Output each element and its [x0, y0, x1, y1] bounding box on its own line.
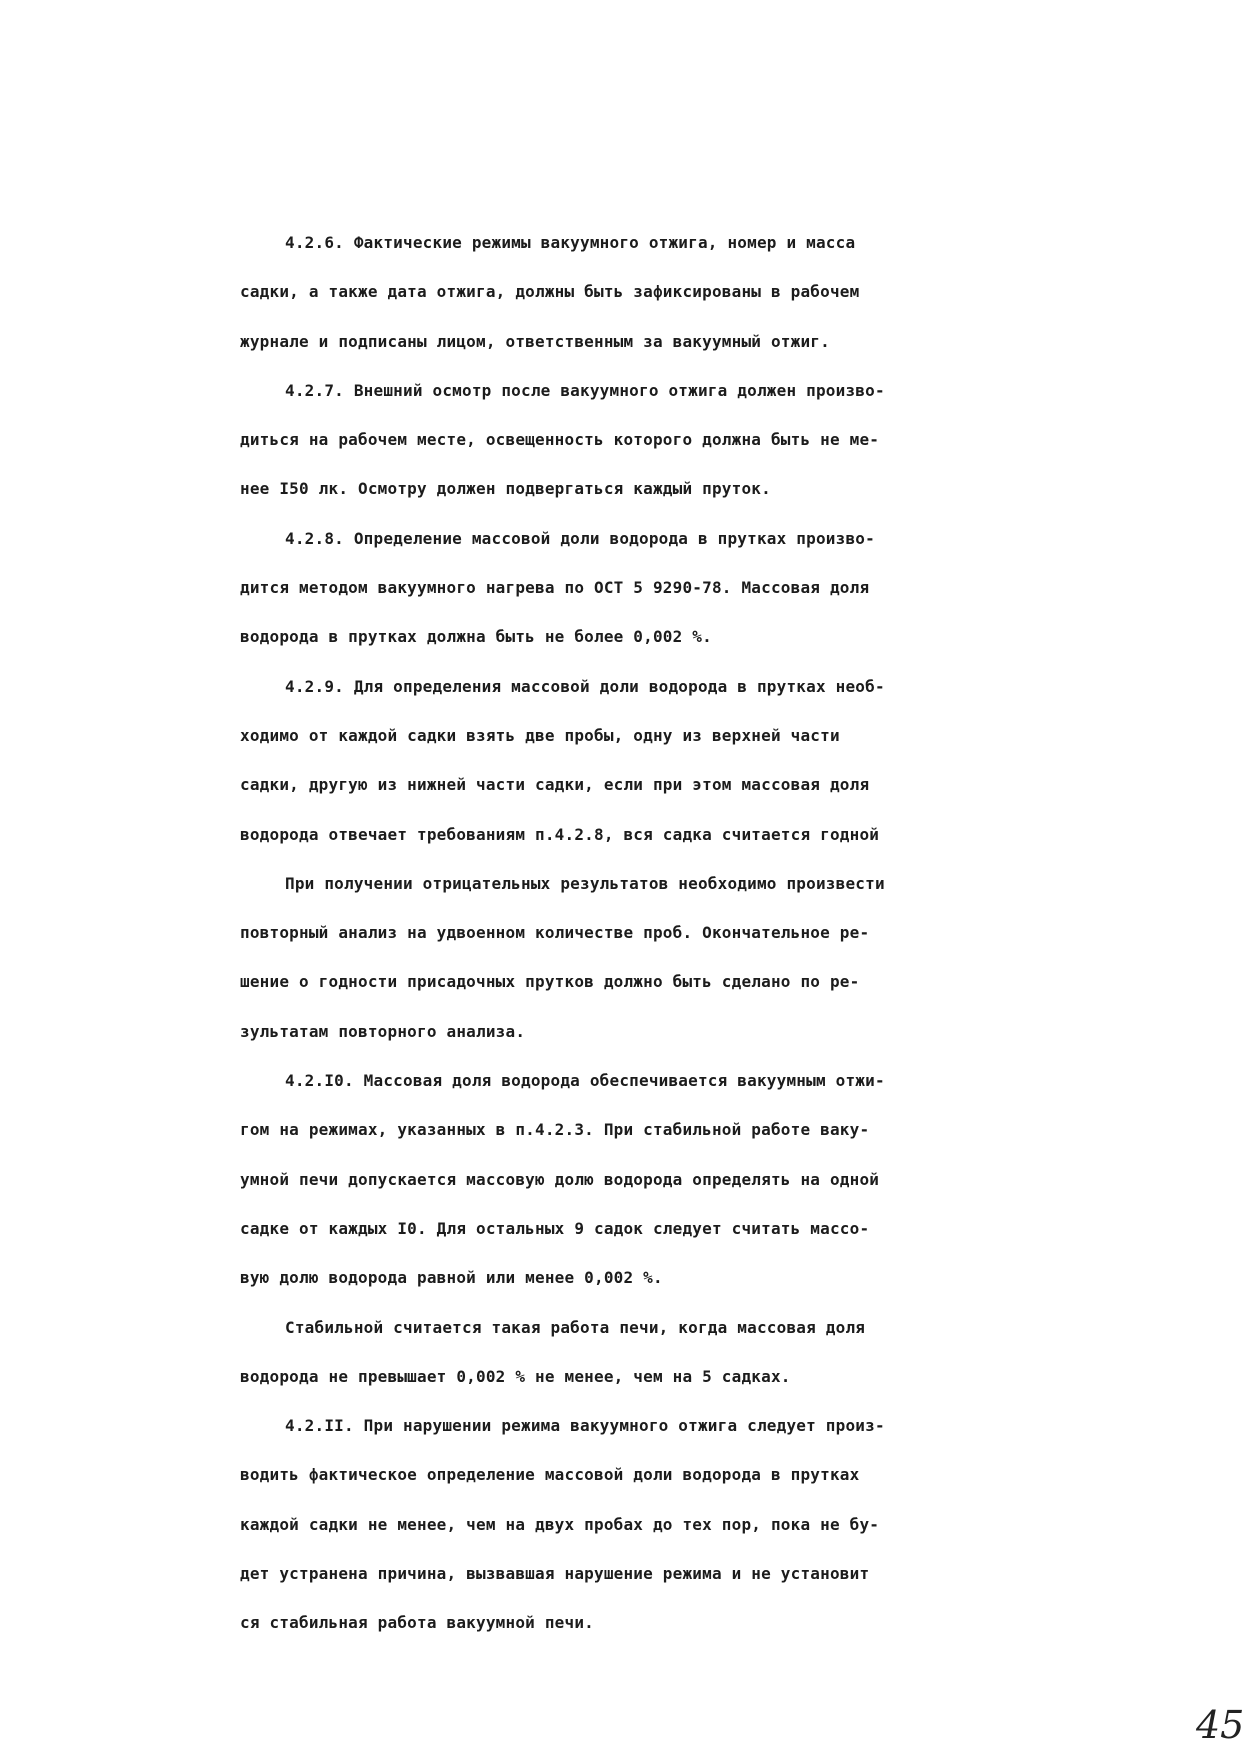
text-line: ходимо от каждой садки взять две пробы, одну из верхней части [240, 725, 840, 745]
text-line: умной печи допускается массовую долю водорода определять на одной [240, 1169, 880, 1189]
text-line: водить фактическое определение массовой доли водорода в прутках [240, 1465, 860, 1485]
text-line: шение о годности присадочных прутков должно быть сделано по ре- [240, 972, 860, 992]
text-line: журнале и подписаны лицом, ответственным за вакуумный отжиг. [240, 331, 830, 351]
text-line: каждой садки не менее, чем на двух пробах до тех пор, пока не бу- [240, 1514, 880, 1534]
text-line: повторный анализ на удвоенном количестве проб. Окончательное ре- [240, 923, 870, 943]
text-line: Стабильной считается такая работа печи, когда массовая доля [285, 1317, 866, 1337]
text-line: садки, другую из нижней части садки, если при этом массовая доля [240, 775, 870, 795]
text-line: диться на рабочем месте, освещенность которого должна быть не ме- [240, 430, 880, 450]
text-line: 4.2.8. Определение массовой доли водорода в прутках произво- [285, 528, 875, 548]
text-line: зультатам повторного анализа. [240, 1021, 526, 1041]
text-line: дет устранена причина, вызвавшая нарушение режима и не установит [240, 1564, 870, 1584]
text-line: 4.2.I0. Массовая доля водорода обеспечивается вакуумным отжи- [285, 1071, 885, 1091]
text-line: ся стабильная работа вакуумной печи. [240, 1613, 594, 1633]
text-line: вую долю водорода равной или менее 0,002 %. [240, 1268, 663, 1288]
text-line: дится методом вакуумного нагрева по ОСТ 5 9290-78. Массовая доля [240, 578, 870, 598]
text-line: садке от каждых I0. Для остальных 9 садок следует считать массо- [240, 1218, 870, 1238]
text-line: нее I50 лк. Осмотру должен подвергаться каждый пруток. [240, 479, 771, 499]
text-line: 4.2.7. Внешний осмотр после вакуумного отжига должен произво- [285, 380, 885, 400]
text-line: водорода отвечает требованиям п.4.2.8, вся садка считается годной [240, 824, 880, 844]
text-line: садки, а также дата отжига, должны быть зафиксированы в рабочем [240, 282, 860, 302]
text-line: водорода не превышает 0,002 % не менее, чем на 5 садках. [240, 1366, 791, 1386]
text-line: При получении отрицательных результатов необходимо произвести [285, 873, 885, 893]
text-line: 4.2.6. Фактические режимы вакуумного отжига, номер и масса [285, 233, 856, 252]
text-line: 4.2.II. При нарушении режима вакуумного отжига следует произ- [285, 1416, 885, 1436]
document-body [240, 218, 1230, 1648]
page-number: 45 [1196, 1703, 1245, 1747]
text-line: 4.2.9. Для определения массовой доли водорода в прутках необ- [285, 676, 885, 696]
text-line: водорода в прутках должна быть не более 0,002 %. [240, 627, 712, 647]
text-line: гом на режимах, указанных в п.4.2.3. При стабильной работе ваку- [240, 1120, 870, 1140]
